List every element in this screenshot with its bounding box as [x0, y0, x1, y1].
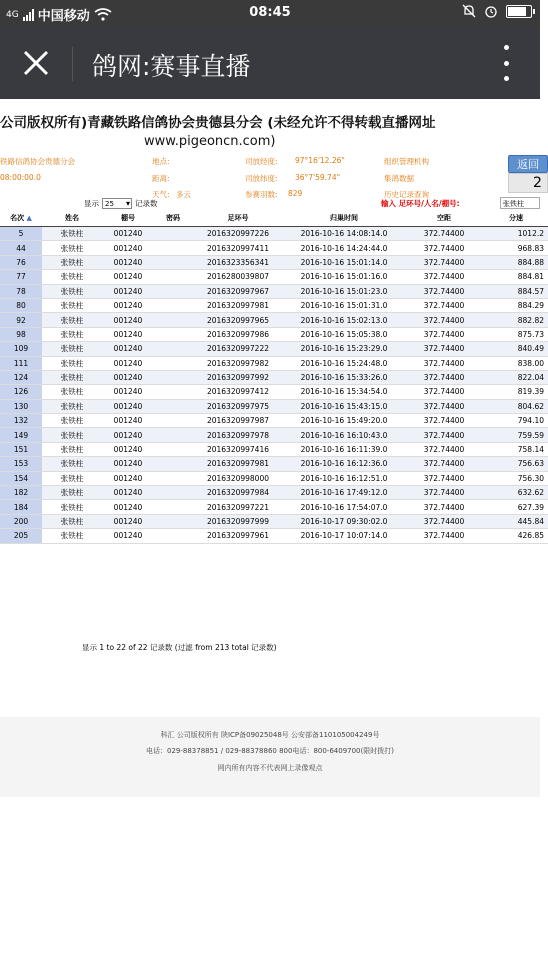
distance-cell: 372.74400	[404, 457, 484, 471]
arrival-cell: 2016-10-16 15:01:23.0	[284, 284, 404, 298]
table-row[interactable]	[0, 227, 548, 241]
table-row[interactable]	[0, 514, 548, 528]
password-cell	[154, 342, 192, 356]
distance-cell: 372.74400	[404, 327, 484, 341]
table-row[interactable]	[0, 298, 548, 312]
speed-cell: 794.10	[484, 414, 548, 428]
distance-cell: 372.74400	[404, 370, 484, 384]
speed-cell: 884.88	[484, 255, 548, 269]
header-copyright: 公司版权所有)青藏铁路信鸽协会贵德县分会 (未经允许不得转载直播网址	[0, 115, 436, 131]
distance-cell: 372.74400	[404, 486, 484, 500]
ring-cell: 2016280039807	[192, 270, 284, 284]
ring-cell: 2016320997981	[192, 298, 284, 312]
release-lat-value: 36°7'59.74"	[295, 173, 341, 182]
network-type: 4G	[6, 9, 19, 20]
distance-cell: 372.74400	[404, 514, 484, 528]
table-row[interactable]	[0, 255, 548, 269]
release-lon-label: 司放经度:	[245, 157, 278, 166]
arrival-cell: 2016-10-16 16:12:51.0	[284, 471, 404, 485]
loft-cell: 001240	[102, 457, 154, 471]
name-cell: 张铁柱	[42, 270, 102, 284]
ring-cell: 2016320997984	[192, 486, 284, 500]
loft-cell: 001240	[102, 500, 154, 514]
name-cell: 张铁柱	[42, 241, 102, 255]
loft-cell: 001240	[102, 370, 154, 384]
password-cell	[154, 399, 192, 413]
speed-cell: 884.81	[484, 270, 548, 284]
speed-cell: 627.39	[484, 500, 548, 514]
speed-cell: 882.82	[484, 313, 548, 327]
col-ring-header[interactable]: 足环号	[192, 210, 284, 227]
ring-cell: 2016320997992	[192, 370, 284, 384]
release-lon-value: 97°16'12.26"	[295, 156, 345, 165]
ring-cell: 2016320997221	[192, 500, 284, 514]
speed-cell: 426.85	[484, 529, 548, 543]
col-name-header[interactable]: 姓名	[42, 210, 102, 227]
table-row[interactable]	[0, 414, 548, 428]
distance-cell: 372.74400	[404, 227, 484, 241]
ring-cell: 2016320997961	[192, 529, 284, 543]
loft-cell: 001240	[102, 298, 154, 312]
speed-cell: 840.49	[484, 342, 548, 356]
speed-cell: 819.39	[484, 385, 548, 399]
table-row[interactable]	[0, 486, 548, 500]
table-header	[0, 210, 548, 227]
web-content	[0, 99, 544, 960]
password-cell	[154, 227, 192, 241]
loft-cell: 001240	[102, 342, 154, 356]
arrival-cell: 2016-10-16 17:54:07.0	[284, 500, 404, 514]
weather-value: 多云	[176, 190, 191, 199]
loft-cell: 001240	[102, 442, 154, 456]
table-row[interactable]	[0, 457, 548, 471]
arrival-cell: 2016-10-16 15:43:15.0	[284, 399, 404, 413]
password-cell	[154, 486, 192, 500]
loft-cell: 001240	[102, 471, 154, 485]
page-title: 鸽网:赛事直播	[92, 52, 251, 81]
clock: 08:45	[249, 5, 291, 20]
table-row[interactable]	[0, 500, 548, 514]
table-row[interactable]	[0, 342, 548, 356]
speed-cell: 756.30	[484, 471, 548, 485]
loft-cell: 001240	[102, 241, 154, 255]
ring-cell: 2016323356341	[192, 255, 284, 269]
rank-cell: 149	[0, 428, 42, 442]
name-cell: 张铁柱	[42, 227, 102, 241]
distance-cell: 372.74400	[404, 298, 484, 312]
name-cell: 张铁柱	[42, 399, 102, 413]
alarm-icon	[484, 4, 498, 18]
distance-cell: 372.74400	[404, 471, 484, 485]
title-divider	[72, 47, 73, 81]
arrival-cell: 2016-10-17 09:30:02.0	[284, 514, 404, 528]
speed-cell: 632.62	[484, 486, 548, 500]
arrival-cell: 2016-10-16 16:10:43.0	[284, 428, 404, 442]
distance-cell: 372.74400	[404, 529, 484, 543]
loft-cell: 001240	[102, 327, 154, 341]
rank-cell: 182	[0, 486, 42, 500]
results-link[interactable]: 集鸽数据	[384, 174, 414, 183]
rank-cell: 92	[0, 313, 42, 327]
name-cell: 张铁柱	[42, 356, 102, 370]
rank-cell: 5	[0, 227, 42, 241]
ring-cell: 2016320997982	[192, 356, 284, 370]
carrier-name: 中国移动	[37, 9, 90, 24]
password-cell	[154, 327, 192, 341]
arrival-cell: 2016-10-16 15:01:14.0	[284, 255, 404, 269]
password-cell	[154, 514, 192, 528]
password-cell	[154, 442, 192, 456]
name-cell: 张铁柱	[42, 284, 102, 298]
records-label: 记录数	[135, 199, 158, 208]
password-cell	[154, 428, 192, 442]
loft-cell: 001240	[102, 227, 154, 241]
col-password-header[interactable]: 密码	[154, 210, 192, 227]
name-cell: 张铁柱	[42, 514, 102, 528]
name-cell: 张铁柱	[42, 457, 102, 471]
arrival-cell: 2016-10-17 10:07:14.0	[284, 529, 404, 543]
rank-cell: 126	[0, 385, 42, 399]
col-distance-header[interactable]: 空距	[404, 210, 484, 227]
ring-cell: 2016320997999	[192, 514, 284, 528]
col-rank-header[interactable]: 名次 ▲	[0, 210, 42, 227]
table-row[interactable]	[0, 370, 548, 384]
distance-cell: 372.74400	[404, 385, 484, 399]
rank-cell: 76	[0, 255, 42, 269]
rank-cell: 151	[0, 442, 42, 456]
rank-cell: 154	[0, 471, 42, 485]
ring-cell: 2016320997967	[192, 284, 284, 298]
name-cell: 张铁柱	[42, 486, 102, 500]
footer-disclaimer: 网内所有内容不代表网上录像观点	[217, 764, 323, 772]
count-value: 829	[288, 189, 303, 198]
distance-cell: 372.74400	[404, 399, 484, 413]
loft-cell: 001240	[102, 529, 154, 543]
table-row[interactable]	[0, 327, 548, 341]
rank-cell: 98	[0, 327, 42, 341]
table-row[interactable]	[0, 385, 548, 399]
arrival-cell: 2016-10-16 15:02:13.0	[284, 313, 404, 327]
col-speed-header[interactable]: 分速	[484, 210, 548, 227]
rank-cell: 200	[0, 514, 42, 528]
table-row[interactable]	[0, 313, 548, 327]
speed-cell: 759.59	[484, 428, 548, 442]
battery-icon	[506, 5, 532, 18]
arrival-cell: 2016-10-16 15:34:54.0	[284, 385, 404, 399]
arrival-cell: 2016-10-16 15:24:48.0	[284, 356, 404, 370]
ring-cell: 2016320997412	[192, 385, 284, 399]
table-row[interactable]	[0, 529, 548, 543]
speed-cell: 756.63	[484, 457, 548, 471]
speed-cell: 1012.2	[484, 227, 548, 241]
arrival-cell: 2016-10-16 16:11:39.0	[284, 442, 404, 456]
distance-cell: 372.74400	[404, 414, 484, 428]
search-input[interactable]: 张铁柱	[500, 197, 540, 209]
ring-cell: 2016320997226	[192, 227, 284, 241]
admin-link[interactable]: 组织管理机构	[384, 157, 429, 166]
results-table	[0, 210, 548, 544]
name-cell: 张铁柱	[42, 313, 102, 327]
page-size-select[interactable]: 25 ▾	[102, 198, 132, 209]
password-cell	[154, 255, 192, 269]
table-row[interactable]	[0, 471, 548, 485]
loft-cell: 001240	[102, 486, 154, 500]
arrival-cell: 2016-10-16 15:05:38.0	[284, 327, 404, 341]
distance-cell: 372.74400	[404, 313, 484, 327]
speed-cell: 968.83	[484, 241, 548, 255]
speed-cell: 445.84	[484, 514, 548, 528]
ring-cell: 2016320997981	[192, 457, 284, 471]
speed-cell: 875.73	[484, 327, 548, 341]
loft-cell: 001240	[102, 385, 154, 399]
distance-label: 距离:	[152, 174, 170, 183]
loft-cell: 001240	[102, 514, 154, 528]
footer-phone: 电话：029-88378851 / 029-88378860 800电话：800-6409700(限时拨打)	[146, 747, 394, 755]
arrival-cell: 2016-10-16 16:12:36.0	[284, 457, 404, 471]
distance-cell: 372.74400	[404, 241, 484, 255]
arrival-cell: 2016-10-16 15:49:20.0	[284, 414, 404, 428]
name-cell: 张铁柱	[42, 529, 102, 543]
rank-cell: 130	[0, 399, 42, 413]
page-footer	[0, 717, 540, 797]
distance-cell: 372.74400	[404, 442, 484, 456]
table-row[interactable]	[0, 428, 548, 442]
name-cell: 张铁柱	[42, 385, 102, 399]
table-row[interactable]	[0, 241, 548, 255]
arrival-cell: 2016-10-16 15:23:29.0	[284, 342, 404, 356]
distance-cell: 372.74400	[404, 356, 484, 370]
table-row[interactable]	[0, 270, 548, 284]
more-menu-icon[interactable]	[502, 45, 510, 81]
footer-copyright: 科汇 公司版权所有 陕ICP备09025048号 公安部备110105004249号	[160, 731, 380, 739]
table-row[interactable]	[0, 284, 548, 298]
page-size-control	[84, 198, 158, 209]
rank-cell: 153	[0, 457, 42, 471]
ring-cell: 2016320997222	[192, 342, 284, 356]
status-bar	[0, 0, 540, 27]
arrival-cell: 2016-10-16 15:01:16.0	[284, 270, 404, 284]
loft-cell: 001240	[102, 414, 154, 428]
rank-cell: 111	[0, 356, 42, 370]
col-loft-header[interactable]: 棚号	[102, 210, 154, 227]
distance-cell: 372.74400	[404, 255, 484, 269]
distance-cell: 372.74400	[404, 342, 484, 356]
distance-cell: 372.74400	[404, 500, 484, 514]
rank-cell: 132	[0, 414, 42, 428]
rank-cell: 80	[0, 298, 42, 312]
sort-asc-icon: ▲	[26, 214, 32, 222]
speed-cell: 884.29	[484, 298, 548, 312]
loft-cell: 001240	[102, 284, 154, 298]
arrival-cell: 2016-10-16 14:24:44.0	[284, 241, 404, 255]
back-number: 2	[508, 173, 548, 193]
name-cell: 张铁柱	[42, 500, 102, 514]
name-cell: 张铁柱	[42, 414, 102, 428]
name-cell: 张铁柱	[42, 442, 102, 456]
password-cell	[154, 500, 192, 514]
club-name: 铁路信鸽协会贵德分会	[0, 157, 75, 166]
back-button[interactable]: 返回	[508, 155, 548, 173]
search-label: 输入 足环号/人名/棚号:	[381, 199, 460, 208]
header-website: www.pigeoncn.com)	[144, 134, 276, 149]
password-cell	[154, 529, 192, 543]
arrival-cell: 2016-10-16 15:33:26.0	[284, 370, 404, 384]
password-cell	[154, 457, 192, 471]
bell-off-icon	[462, 4, 476, 18]
table-row[interactable]	[0, 399, 548, 413]
ring-cell: 2016320998000	[192, 471, 284, 485]
password-cell	[154, 471, 192, 485]
loft-cell: 001240	[102, 270, 154, 284]
rank-cell: 205	[0, 529, 42, 543]
speed-cell: 822.04	[484, 370, 548, 384]
name-cell: 张铁柱	[42, 370, 102, 384]
loft-cell: 001240	[102, 313, 154, 327]
password-cell	[154, 356, 192, 370]
show-label: 显示	[84, 199, 99, 208]
ring-cell: 2016320997986	[192, 327, 284, 341]
speed-cell: 758.14	[484, 442, 548, 456]
speed-cell: 884.57	[484, 284, 548, 298]
password-cell	[154, 385, 192, 399]
name-cell: 张铁柱	[42, 327, 102, 341]
title-bar	[0, 27, 540, 99]
ring-cell: 2016320997975	[192, 399, 284, 413]
speed-cell: 804.62	[484, 399, 548, 413]
password-cell	[154, 270, 192, 284]
table-row[interactable]	[0, 356, 548, 370]
distance-cell: 372.74400	[404, 284, 484, 298]
name-cell: 张铁柱	[42, 298, 102, 312]
name-cell: 张铁柱	[42, 428, 102, 442]
password-cell	[154, 414, 192, 428]
rank-cell: 109	[0, 342, 42, 356]
password-cell	[154, 370, 192, 384]
weather-label: 天气:	[152, 190, 170, 199]
table-row[interactable]	[0, 442, 548, 456]
history-link[interactable]: 历史记录查询	[384, 190, 429, 199]
rank-cell: 44	[0, 241, 42, 255]
distance-cell: 372.74400	[404, 270, 484, 284]
password-cell	[154, 313, 192, 327]
password-cell	[154, 241, 192, 255]
start-time: 08:00:00.0	[0, 173, 41, 182]
col-arrival-header[interactable]: 归巢时间	[284, 210, 404, 227]
loft-cell: 001240	[102, 255, 154, 269]
rank-cell: 184	[0, 500, 42, 514]
loft-cell: 001240	[102, 428, 154, 442]
loft-cell: 001240	[102, 399, 154, 413]
name-cell: 张铁柱	[42, 471, 102, 485]
rank-cell: 78	[0, 284, 42, 298]
arrival-cell: 2016-10-16 14:08:14.0	[284, 227, 404, 241]
close-icon[interactable]	[20, 47, 52, 79]
ring-cell: 2016320997416	[192, 442, 284, 456]
arrival-cell: 2016-10-16 15:01:31.0	[284, 298, 404, 312]
password-cell	[154, 298, 192, 312]
table-info: 显示 1 to 22 of 22 记录数 (过滤 from 213 total 记录数)	[82, 643, 277, 652]
arrival-cell: 2016-10-16 17:49:12.0	[284, 486, 404, 500]
ring-cell: 2016320997987	[192, 414, 284, 428]
loft-cell: 001240	[102, 356, 154, 370]
distance-cell: 372.74400	[404, 428, 484, 442]
name-cell: 张铁柱	[42, 342, 102, 356]
ring-cell: 2016320997411	[192, 241, 284, 255]
password-cell	[154, 284, 192, 298]
name-cell: 张铁柱	[42, 255, 102, 269]
rank-cell: 77	[0, 270, 42, 284]
rank-cell: 124	[0, 370, 42, 384]
count-label: 参赛羽数:	[245, 190, 278, 199]
ring-cell: 2016320997978	[192, 428, 284, 442]
release-lat-label: 司放纬度:	[245, 174, 278, 183]
status-right	[462, 4, 532, 18]
location-label: 地点:	[152, 157, 170, 166]
ring-cell: 2016320997965	[192, 313, 284, 327]
speed-cell: 838.00	[484, 356, 548, 370]
